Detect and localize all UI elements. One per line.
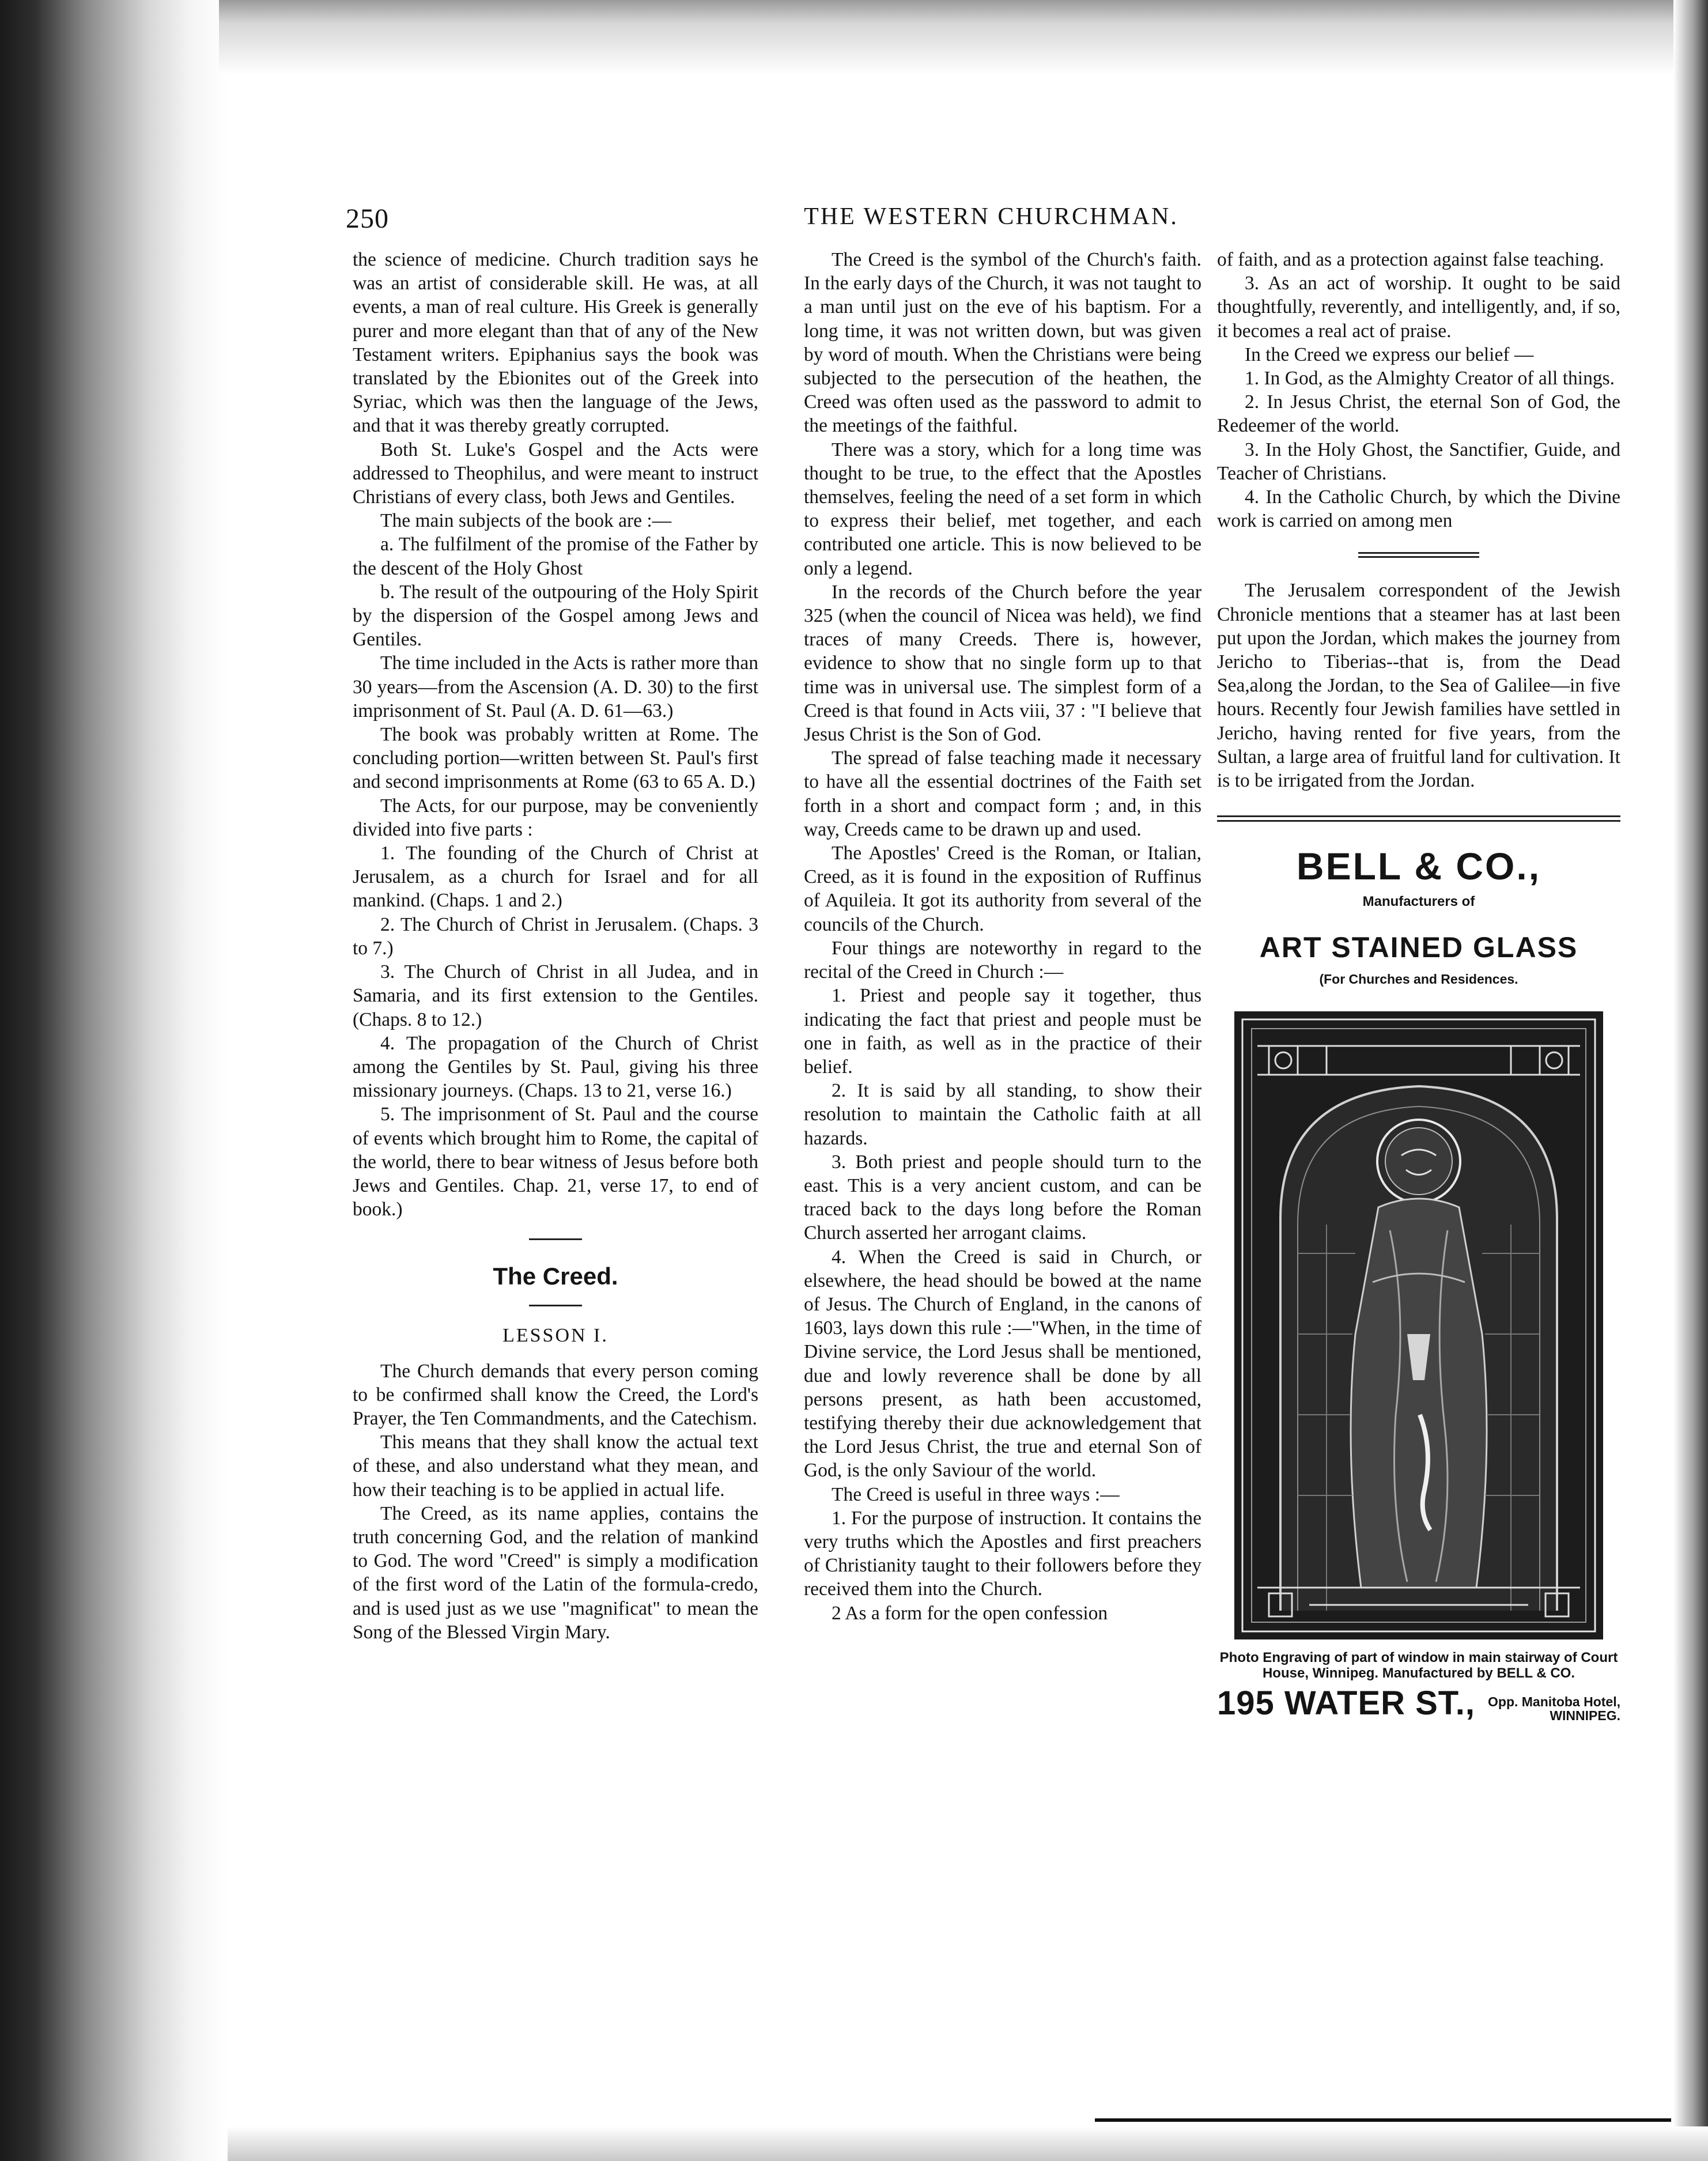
divider-rule: [1358, 552, 1479, 558]
paragraph: 4. In the Catholic Church, by which the Divine work is carried on among men: [1217, 486, 1620, 532]
page-number: 250: [346, 203, 389, 234]
paragraph: 1. The founding of the Church of Christ at Jerusalem, as a church for Israel and for all mankind. (Chaps. 1 and 2.): [353, 843, 758, 912]
paragraph: 3. As an act of worship. It ought to be said thoughtfully, reverently, and intelligently, and, if so, it becomes a real act of praise.: [1217, 273, 1620, 342]
column-2: [804, 248, 1201, 1625]
paragraph: 3. In the Holy Ghost, the Sanctifier, Guide, and Teacher of Christians.: [1217, 439, 1620, 484]
paragraph: 2. In Jesus Christ, the eternal Son of God, the Redeemer of the world.: [1217, 391, 1620, 437]
ad-company-name: BELL & CO.,: [1296, 845, 1541, 888]
ad-caption: Photo Engraving of part of window in main stairway of Court House, Winnipeg. Manufactured by BELL & CO.: [1219, 1649, 1618, 1681]
running-title: THE WESTERN CHURCHMAN.: [804, 203, 1178, 230]
paragraph: b. The result of the outpouring of the Holy Spirit by the dispersion of the Gospel among Jews and Gentiles.: [353, 581, 758, 651]
paragraph: The book was probably written at Rome. The concluding portion—written between St. Paul's first and second imprisonments at Rome (63 to 65 A. D.): [353, 724, 758, 793]
paragraph: 4. The propagation of the Church of Christ among the Gentiles by St. Paul, giving his three missionary journeys. (Chaps. 13 to 21, verse 16.): [353, 1032, 758, 1102]
column-1: [353, 248, 758, 1644]
paragraph: 2. It is said by all standing, to show their resolution to maintain the Catholic faith at all hazards.: [804, 1080, 1201, 1149]
column-3: [1217, 248, 1620, 1732]
section-heading: The Creed.: [493, 1263, 618, 1290]
stained-glass-window-engraving: [1234, 1011, 1603, 1639]
paragraph: This means that they shall know the actual text of these, and also understand what they mean, and how their teaching is to be applied in actual life.: [353, 1431, 758, 1501]
paragraph: 3. Both priest and people should turn to the east. This is a very ancient custom, and can be traced back to the days long before the Roman Church asserted her arrogant claims.: [804, 1151, 1201, 1244]
paragraph: The Acts, for our purpose, may be conveniently divided into five parts :: [353, 795, 758, 840]
paragraph: In the records of the Church before the year 325 (when the council of Nicea was held), we find traces of many Creeds. There is, however, evidence to show that no single form up to that time was in universal use. The simplest form of a Creed is that found in Acts viii, 37 : "I believe that Jesus Christ is the Son of God.: [804, 581, 1201, 746]
lesson-heading: LESSON I.: [502, 1325, 609, 1347]
paragraph: The Apostles' Creed is the Roman, or Italian, Creed, as it is found in the exposition of Ruffinus of Aquileia. It got its authority from several of the councils of the Church.: [804, 843, 1201, 935]
ad-address: 195 WATER ST.,: [1217, 1684, 1476, 1722]
paragraph: 2 As a form for the open confession: [832, 1602, 1108, 1624]
paragraph: a. The fulfilment of the promise of the Father by the descent of the Holy Ghost: [353, 534, 758, 579]
paragraph: 3. The Church of Christ in all Judea, and in Samaria, and its first extension to the Gentiles. (Chaps. 8 to 12.): [353, 961, 758, 1030]
paragraph: There was a story, which for a long time was thought to be true, to the effect that the Apostles themselves, feeling the need of a set form in which to express their belief, met together, and each contributed one article. This is now believed to be only a legend.: [804, 439, 1201, 579]
paragraph: 2. The Church of Christ in Jerusalem. (Chaps. 3 to 7.): [353, 913, 758, 959]
paragraph: 4. When the Creed is said in Church, or elsewhere, the head should be bowed at the name of Jesus. The Church of England, in the canons of 1603, lays down this rule :—"When, in the time of Divine service, the Lord Jesus shall be mentioned, due and lowly reverence shall be done by all persons present, as hath been accustomed, testifying thereby their due acknowledgement that the Lord Jesus Christ, the true and eternal Son of God, is the only Saviour of the world.: [804, 1246, 1201, 1482]
paragraph: 1. Priest and people say it together, thus indicating the fact that priest and people must be one in faith, as well as in the practice of their belief.: [804, 985, 1201, 1078]
news-paragraph: The Jerusalem correspondent of the Jewish Chronicle mentions that a steamer has at last been put upon the Jordan, which makes the journey from Jericho to Tiberias--that is, from the Dead Sea,along the Jordan, to the Sea of Galilee—in five hours. Recently four Jewish families have settled in Jericho, having rented for five years, from the Sultan, a large area of fruitful land for cultivation. It is to be irrigated from the Jordan.: [1217, 580, 1620, 792]
paragraph: of faith, and as a protection against false teaching.: [1217, 249, 1604, 270]
paragraph: 1. In God, as the Almighty Creator of all things.: [1245, 368, 1615, 390]
bottom-rule: [1095, 2118, 1671, 2122]
paragraph: The main subjects of the book are :—: [380, 510, 672, 532]
ad-product-name: ART STAINED GLASS: [1259, 931, 1578, 964]
paragraph: The Creed is useful in three ways :—: [832, 1483, 1120, 1505]
paragraph: Both St. Luke's Gospel and the Acts were addressed to Theophilus, and were meant to instruct Christians of every class, both Jews and Gentiles.: [353, 439, 758, 508]
ad-opposite-line-1: Opp. Manitoba Hotel,: [1488, 1694, 1620, 1709]
paragraph: The Creed is the symbol of the Church's faith. In the early days of the Church, it was not taught to a man until just on the eve of his baptism. For a long time, it was not written down, but was given by word of mouth. When the Christians were being subjected to the persecution of the heathen, the Creed was often used as the password to admit to the meetings of the faithful.: [804, 249, 1201, 437]
ad-address-row: [1217, 1684, 1620, 1732]
paragraph: 5. The imprisonment of St. Paul and the course of events which brought him to Rome, the capital of the world, there to bear witness of Jesus before both Jews and Gentiles. Chap. 21, verse 17, to end of book.): [353, 1104, 758, 1221]
paragraph: The Church demands that every person coming to be confirmed shall know the Creed, the Lord's Prayer, the Ten Commandments, and the Catechism.: [353, 1360, 758, 1429]
ad-opposite-line-2: WINNIPEG.: [1550, 1707, 1620, 1723]
divider-rule: [1217, 815, 1620, 822]
page-top-shadow: [219, 0, 1708, 75]
ad-purpose-line: (For Churches and Residences.: [1319, 972, 1518, 987]
page-binding-shadow: [0, 0, 228, 2161]
paragraph: the science of medicine. Church tradition says he was an artist of considerable skill. He was, at all events, a man of real culture. His Greek is generally purer and more elegant than that of any of the New Testament writers. Epiphanius says the book was translated by the Ebionites out of the Greek into Syriac, which was then the language of the Jews, and that it was thereby greatly corrupted.: [353, 249, 758, 437]
paragraph: 1. For the purpose of instruction. It contains the very truths which the Apostles and first preachers of Christianity taught to their followers before they received them into the Church.: [804, 1507, 1201, 1600]
page-right-shadow: [1673, 0, 1708, 2161]
page-header: [346, 203, 1637, 243]
divider-rule: [529, 1305, 582, 1306]
divider-rule: [529, 1238, 582, 1240]
paragraph: The Creed, as its name applies, contains the truth concerning God, and the relation of mankind to God. The word "Creed" is simply a modification of the first word of the Latin of the formula-credo, and is used just as we use "magnificat" to mean the Song of the Blessed Virgin Mary.: [353, 1502, 758, 1643]
paragraph: The spread of false teaching made it necessary to have all the essential doctrines of the Faith set forth in a short and compact form ; and, in this way, Creeds came to be drawn up and used.: [804, 747, 1201, 840]
ad-manufacturers-line: Manufacturers of: [1362, 894, 1475, 910]
advertisement: [1217, 845, 1620, 1731]
paragraph: In the Creed we express our belief —: [1245, 343, 1534, 365]
ad-opposite-location: [1488, 1695, 1620, 1722]
page-bottom-shadow: [228, 2126, 1708, 2161]
paragraph: Four things are noteworthy in regard to the recital of the Creed in Church :—: [804, 937, 1201, 983]
paragraph: The time included in the Acts is rather more than 30 years—from the Ascension (A. D. 30) to the first imprisonment of St. Paul (A. D. 61—63.): [353, 652, 758, 721]
